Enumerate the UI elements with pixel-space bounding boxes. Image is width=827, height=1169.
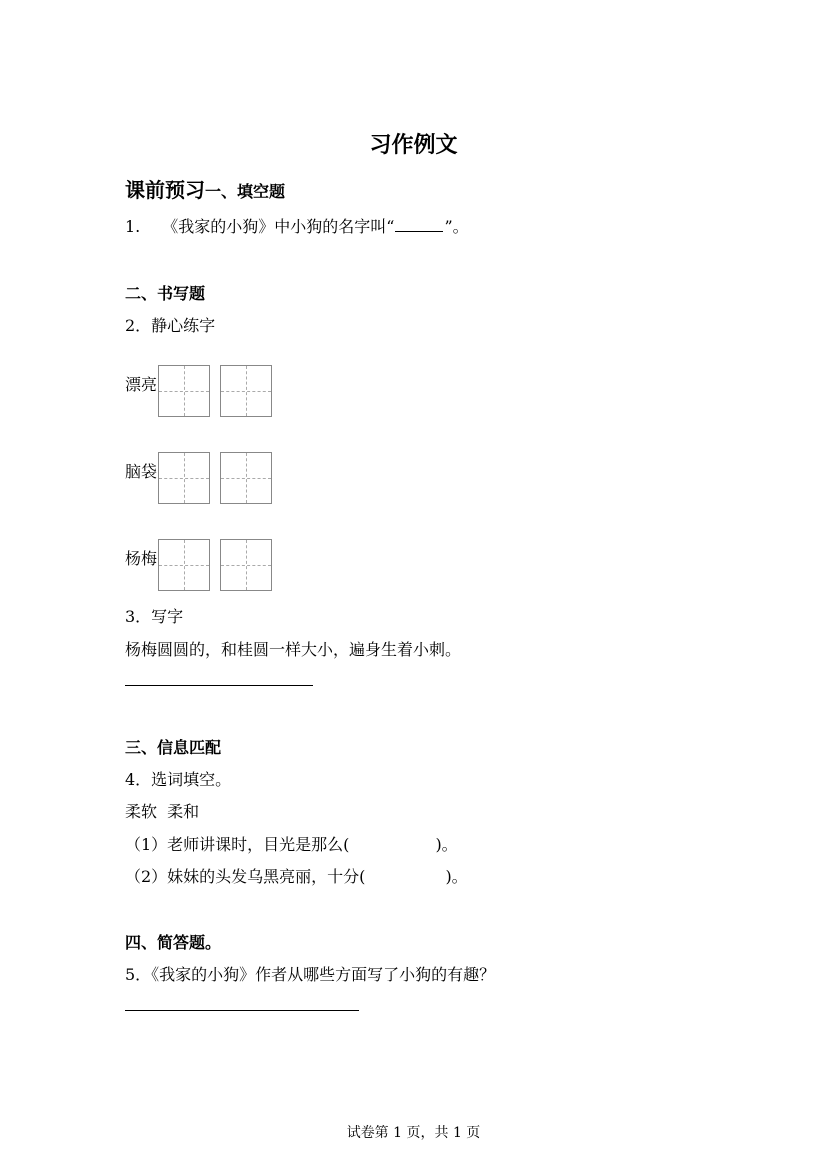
question-4-options: 柔软 柔和 (125, 802, 200, 821)
item-2-text-after: )。 (445, 867, 468, 886)
section-2-heading: 二、书写题 (125, 284, 206, 303)
question-1-text-after: ”。 (444, 217, 469, 236)
question-5-text: 5．《我家的小狗》作者从哪些方面写了小狗的有趣？ (125, 965, 496, 984)
writing-grid-box[interactable] (158, 452, 210, 504)
answer-line-3[interactable] (125, 685, 313, 686)
prefix-label: 课前预习 (125, 178, 205, 202)
question-1 (125, 214, 469, 237)
practice-word-1: 漂亮 (125, 375, 158, 394)
section-4-heading: 四、简答题。 (125, 933, 222, 952)
writing-grid-box[interactable] (220, 452, 272, 504)
question-4-title: 4．选词填空。 (125, 770, 232, 789)
page-title: 习作例文 (369, 132, 458, 158)
question-2-title: 2．静心练字 (125, 316, 216, 335)
question-1-blank[interactable] (395, 217, 443, 232)
question-1-number: 1. (125, 217, 141, 236)
section-1-label: 一、填空题 (205, 182, 286, 201)
writing-grid-box[interactable] (220, 365, 272, 417)
writing-grid-box[interactable] (158, 539, 210, 591)
item-1-text-before: （1）老师讲课时，目光是那么( (125, 835, 350, 854)
item-1-text-after: )。 (435, 835, 458, 854)
section-3-heading: 三、信息匹配 (125, 738, 222, 757)
item-2-text-before: （2）妹妹的头发乌黑亮丽，十分( (125, 867, 366, 886)
writing-grid-box[interactable] (220, 539, 272, 591)
question-4-item-2 (125, 864, 468, 887)
question-3-sentence: 杨梅圆圆的，和桂圆一样大小，遍身生着小刺。 (125, 640, 462, 659)
page-footer: 试卷第 1 页，共 1 页 (346, 1125, 481, 1141)
writing-grid-box[interactable] (158, 365, 210, 417)
question-3-title: 3．写字 (125, 607, 184, 626)
answer-line-5[interactable] (125, 1010, 359, 1011)
question-1-text-before: 《我家的小狗》中小狗的名字叫“ (162, 217, 395, 236)
question-4-item-1 (125, 832, 458, 855)
practice-word-3: 杨梅 (125, 549, 158, 568)
practice-word-2: 脑袋 (125, 462, 158, 481)
section-1-heading (125, 174, 285, 203)
